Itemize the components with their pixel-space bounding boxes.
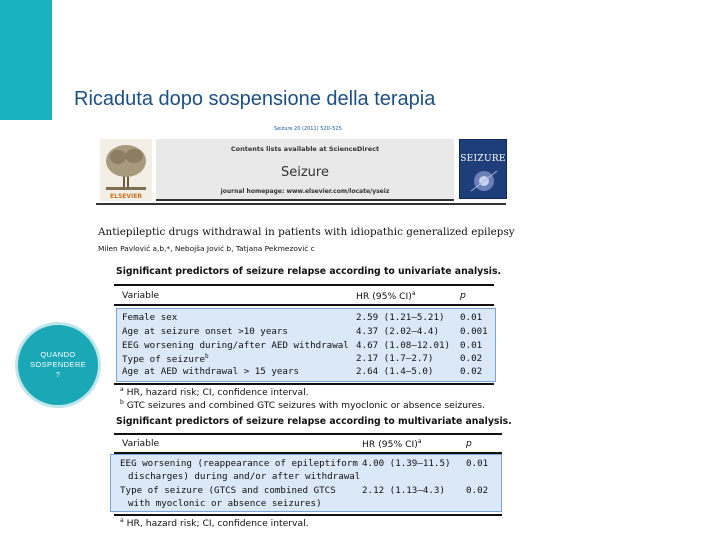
footnote-mark: a [120, 517, 124, 524]
table2-row-hr: 4.00 (1.39–11.5) [362, 458, 451, 469]
table1-header-p: p [460, 290, 466, 301]
footnote-mark: a [411, 290, 416, 297]
journal-masthead [96, 139, 506, 202]
table2-footnote [120, 517, 309, 529]
table1-caption: Significant predictors of seizure relapse according to univariate analysis. [116, 266, 502, 277]
table1-bottom-rule [114, 383, 494, 385]
table2-row-variable: Type of seizure (GTCS and combined GTCS [120, 485, 336, 496]
variable-text: Type of seizure [122, 354, 205, 366]
table2-header-variable: Variable [122, 438, 160, 449]
table1-row-p: 0.001 [460, 326, 488, 337]
table1-row-hr: 2.17 (1.7–2.7) [356, 353, 434, 364]
table2-header-hr [362, 438, 422, 450]
contents-line: Contents lists available at ScienceDirect [230, 145, 380, 153]
table1-footnote [120, 386, 309, 398]
table1-row-p: 0.02 [460, 366, 483, 377]
table1-row-p: 0.01 [460, 312, 483, 323]
table1-row-variable: EEG worsening during/after AED withdrawal [122, 340, 349, 351]
masthead-rule [96, 203, 506, 205]
table1-header-hr [356, 290, 416, 302]
table1-row-variable: Age at AED withdrawal > 15 years [122, 366, 300, 377]
journal-cover [459, 139, 507, 199]
table2-row-variable-cont: discharges) during and/or after withdrawal [128, 471, 361, 482]
footnote-mark: a [417, 438, 422, 445]
footnote-text: GTC seizures and combined GTC seizures with myoclonic or absence seizures. [126, 400, 485, 412]
article-citation: Seizure 20 (2011) 520–525 [274, 126, 342, 132]
table1-row-p: 0.02 [460, 353, 483, 364]
table1-row-hr: 2.64 (1.4–5.0) [356, 366, 434, 377]
table1-footnote [120, 399, 485, 411]
article-title: Antiepileptic drugs withdrawal in patients with idiopathic generalized epilepsy [98, 226, 515, 238]
badge-line: QUANDO [40, 350, 76, 359]
cover-title: SEIZURE [460, 154, 506, 164]
publisher-name: ELSEVIER [110, 193, 142, 200]
table1-header-rule [114, 304, 494, 306]
footnote-mark: a [120, 386, 124, 393]
table1-top-rule [114, 284, 494, 286]
accent-bar [0, 0, 52, 120]
slide-title: Ricaduta dopo sospensione della terapia [74, 88, 436, 110]
journal-info-box [156, 139, 454, 201]
badge-line: SOSPENDERE [29, 360, 87, 369]
table2-row-variable-cont: with myoclonic or absence seizures) [128, 498, 322, 509]
table1-row-p: 0.01 [460, 340, 483, 351]
table1-row-hr: 2.59 (1.21–5.21) [356, 312, 445, 323]
table2-header-p: p [466, 438, 472, 449]
journal-name: Seizure [281, 165, 329, 180]
cover-art-icon [461, 166, 507, 196]
table2-row-hr: 2.12 (1.13–4.3) [362, 485, 445, 496]
footnote-mark: b [120, 399, 124, 406]
table2-row-variable: EEG worsening (reappearance of epileptiform [120, 458, 358, 469]
article-excerpt [96, 120, 515, 535]
footnote-mark: b [204, 353, 209, 360]
table1-row-hr: 4.37 (2.02–4.4) [356, 326, 439, 337]
journal-homepage: journal homepage: www.elsevier.com/locate/yseiz [220, 188, 390, 195]
article-authors: Milen Pavlović a,b,*, Nebojša Jović b, Tatjana Pekmezović c [98, 244, 315, 253]
table1-row-variable [122, 353, 209, 365]
table2-caption: Significant predictors of seizure relapse according to multivariate analysis. [116, 416, 512, 427]
table1-row-variable: Age at seizure onset >10 years [122, 326, 288, 337]
table2-row-p: 0.02 [466, 485, 489, 496]
elsevier-tree-logo [100, 139, 152, 201]
table1-row-hr: 4.67 (1.08–12.01) [356, 340, 451, 351]
section-badge [15, 322, 101, 408]
footnote-text: HR, hazard risk; CI, confidence interval. [126, 518, 309, 530]
table2-bottom-rule [114, 514, 502, 516]
table2-row-p: 0.01 [466, 458, 489, 469]
footnote-text: HR, hazard risk; CI, confidence interval. [126, 387, 309, 399]
hr-header-text: HR (95% CI) [356, 291, 412, 303]
table1-row-variable: Female sex [122, 312, 178, 323]
badge-line: ? [55, 370, 61, 379]
hr-header-text: HR (95% CI) [362, 439, 418, 451]
table1-header-variable: Variable [122, 290, 160, 301]
table2-top-rule [114, 433, 502, 435]
